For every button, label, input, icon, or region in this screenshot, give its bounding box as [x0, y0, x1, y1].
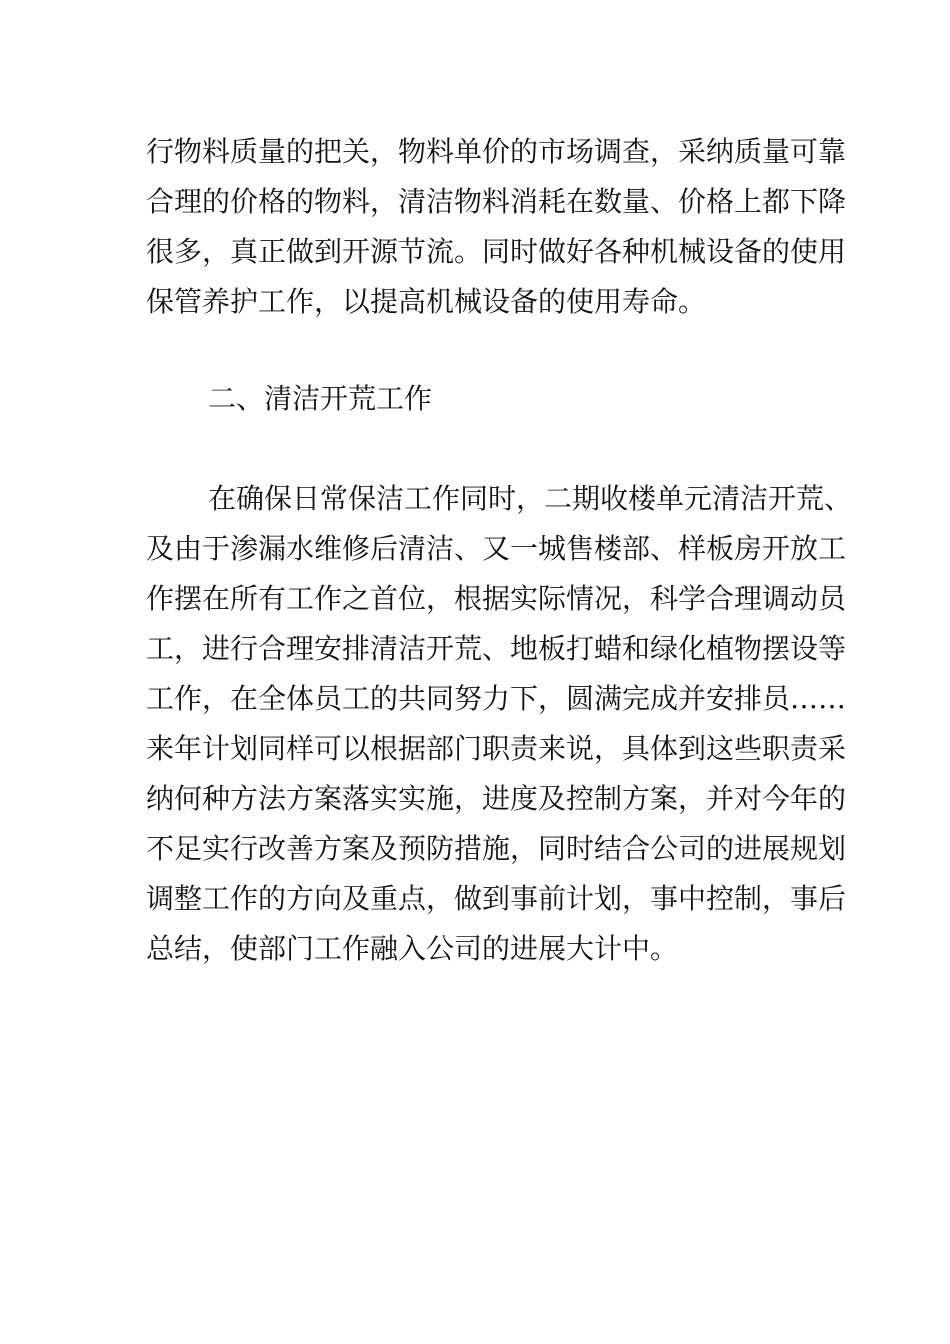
- text-line: 合理的价格的物料，清洁物料消耗在数量、价格上都下降: [146, 185, 847, 218]
- paragraph-materials: [146, 127, 847, 327]
- text-line: 保管养护工作，以提高机械设备的使用寿命。: [146, 285, 707, 318]
- text-line: 总结，使部门工作融入公司的进展大计中。: [146, 932, 679, 965]
- text-line: 工，进行合理安排清洁开荒、地板打蜡和绿化植物摆设等: [146, 632, 847, 665]
- text-line: 纳何种方法方案落实实施，进度及控制方案，并对今年的: [146, 782, 847, 815]
- text-line: 工作，在全体员工的共同努力下，圆满完成并安排员……: [146, 682, 847, 715]
- text-line: 在确保日常保洁工作同时，二期收楼单元清洁开荒、: [208, 482, 853, 515]
- section-heading-block: [146, 374, 826, 424]
- paragraph-cleaning-work: [146, 474, 853, 974]
- text-line: 作摆在所有工作之首位，根据实际情况，科学合理调动员: [146, 582, 847, 615]
- text-line: 行物料质量的把关，物料单价的市场调查，采纳质量可靠: [146, 135, 847, 168]
- section-heading: 二、清洁开荒工作: [208, 382, 433, 415]
- text-line: 不足实行改善方案及预防措施，同时结合公司的进展规划: [146, 832, 847, 865]
- text-line: 很多，真正做到开源节流。同时做好各种机械设备的使用: [146, 235, 847, 268]
- text-line: 及由于渗漏水维修后清洁、又一城售楼部、样板房开放工: [146, 532, 847, 565]
- text-line: 来年计划同样可以根据部门职责来说，具体到这些职责采: [146, 732, 847, 765]
- text-line: 调整工作的方向及重点，做到事前计划，事中控制，事后: [146, 882, 847, 915]
